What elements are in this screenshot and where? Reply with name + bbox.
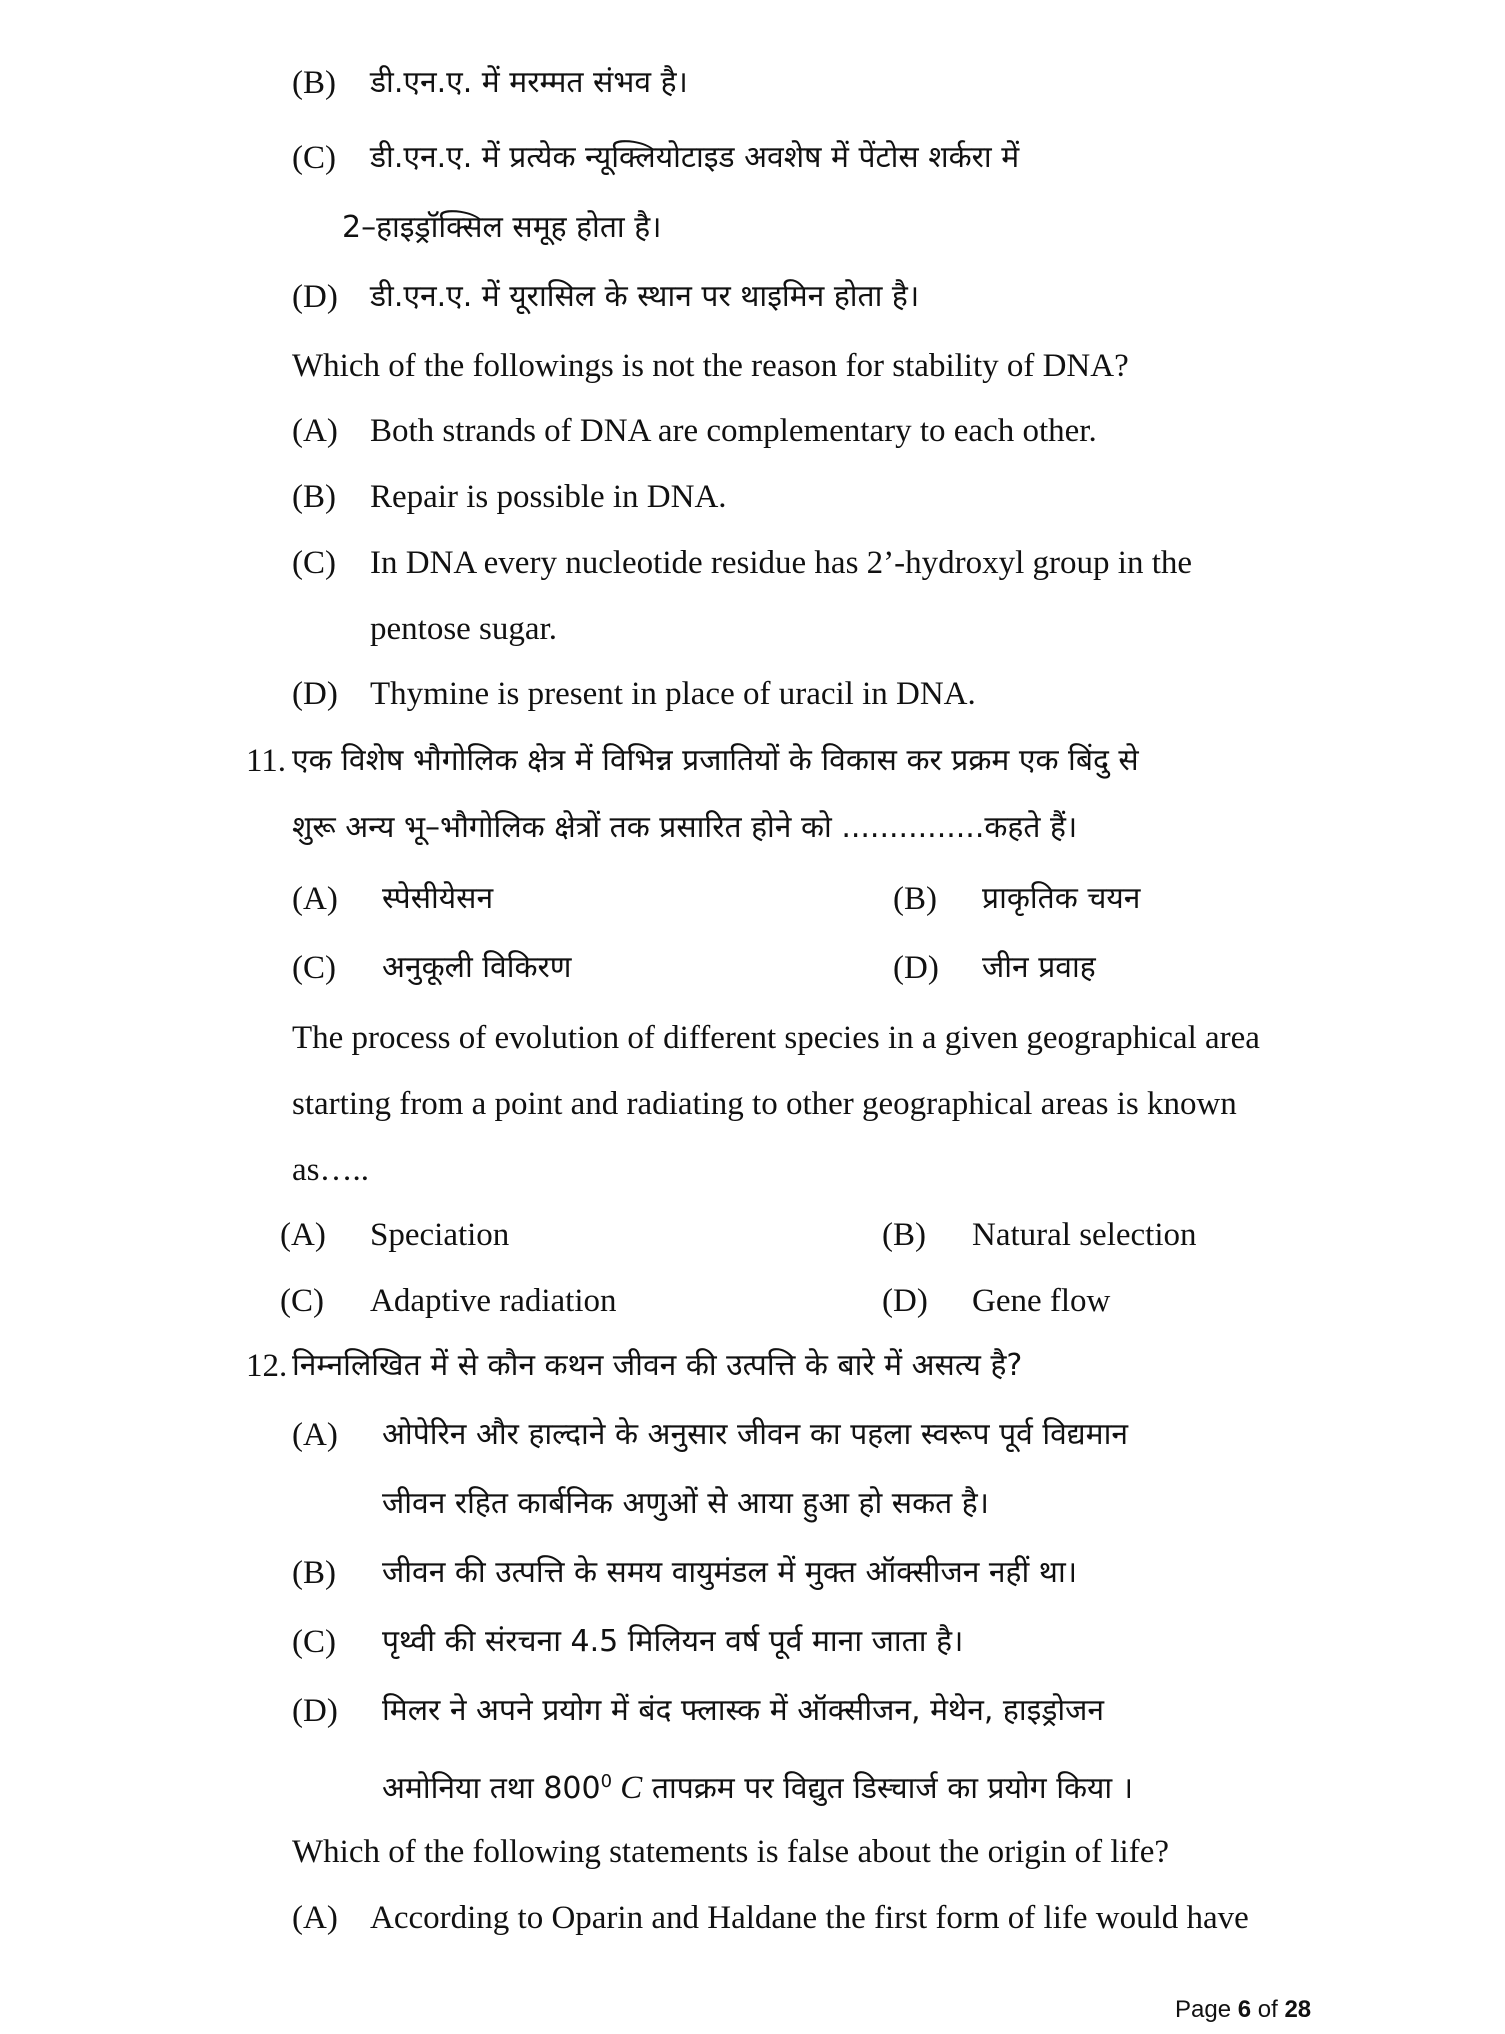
- option-label: (C): [292, 545, 336, 581]
- option-label: (D): [292, 676, 338, 712]
- option-text-continued: [382, 1762, 1133, 1809]
- question-text: एक विशेष भौगोलिक क्षेत्र में विभिन्न प्रजातियों के विकास कर प्रक्रम एक बिंदु से: [292, 743, 1139, 778]
- option-text: In DNA every nucleotide residue has 2’-hydroxyl group in the: [370, 545, 1193, 581]
- option-label: (C): [292, 1624, 336, 1660]
- option-text-continued: pentose sugar.: [370, 611, 557, 647]
- page-number: 6: [1237, 1996, 1252, 2023]
- option-text: पृथ्वी की संरचना 4.5 मिलियन वर्ष पूर्व माना जाता है।: [382, 1624, 964, 1659]
- page-footer: [1175, 1995, 1311, 2025]
- option-label: (A): [280, 1217, 326, 1253]
- question-text-continued: starting from a point and radiating to other geographical areas is known: [292, 1086, 1237, 1122]
- option-text: Gene flow: [972, 1283, 1111, 1319]
- question-text: Which of the followings is not the reason for stability of DNA?: [292, 348, 1129, 384]
- of-label: of: [1251, 1996, 1285, 2023]
- option-label: (D): [882, 1283, 928, 1319]
- option-text: Thymine is present in place of uracil in DNA.: [370, 676, 976, 712]
- option-label: (A): [292, 413, 338, 449]
- question-text-continued: as…..: [292, 1152, 369, 1188]
- option-text: मिलर ने अपने प्रयोग में बंद फ्लास्क में ऑक्सीजन, मेथेन, हाइड्रोजन: [382, 1693, 1105, 1728]
- option-text: Adaptive radiation: [370, 1283, 617, 1319]
- option-text: According to Oparin and Haldane the first form of life would have: [370, 1900, 1249, 1936]
- option-text: स्पेसीयेसन: [382, 881, 494, 916]
- option-label: (A): [292, 1900, 338, 1936]
- question-text: The process of evolution of different species in a given geographical area: [292, 1020, 1260, 1056]
- option-text: डी.एन.ए. में मरम्मत संभव है।: [370, 65, 688, 100]
- option-text-part: अमोनिया तथा 800: [382, 1771, 601, 1806]
- option-text: Repair is possible in DNA.: [370, 479, 727, 515]
- option-text: प्राकृतिक चयन: [982, 881, 1141, 916]
- option-label: (D): [292, 1693, 338, 1729]
- option-label: (B): [292, 65, 336, 101]
- option-text: Natural selection: [972, 1217, 1197, 1253]
- option-label: (D): [893, 950, 939, 986]
- option-label: (C): [292, 140, 336, 176]
- option-text: जीवन की उत्पत्ति के समय वायुमंडल में मुक्त ऑक्सीजन नहीं था।: [382, 1555, 1078, 1590]
- question-text: Which of the following statements is false about the origin of life?: [292, 1834, 1170, 1870]
- option-text-continued: जीवन रहित कार्बनिक अणुओं से आया हुआ हो सकत है।: [382, 1486, 990, 1521]
- option-label: (A): [292, 881, 338, 917]
- question-text-continued: शुरू अन्य भू–भौगोलिक क्षेत्रों तक प्रसारित होने को ...............कहते हैं।: [292, 810, 1078, 845]
- page-label: Page: [1175, 1996, 1238, 2023]
- option-text-continued: 2–हाइड्रॉक्सिल समूह होता है।: [342, 210, 662, 245]
- option-text: जीन प्रवाह: [982, 950, 1096, 985]
- option-label: (D): [292, 279, 338, 315]
- degree-superscript: 0: [600, 1771, 613, 1792]
- option-text: अनुकूली विकिरण: [382, 950, 572, 985]
- option-label: (C): [280, 1283, 324, 1319]
- option-text: ओपेरिन और हाल्दाने के अनुसार जीवन का पहला स्वरूप पूर्व विद्यमान: [382, 1417, 1129, 1452]
- option-label: (B): [292, 1555, 336, 1591]
- option-label: (B): [292, 479, 336, 515]
- question-number: 12.: [246, 1348, 288, 1384]
- question-number: 11.: [246, 743, 287, 779]
- option-label: (B): [882, 1217, 926, 1253]
- option-text-part: तापक्रम पर विद्युत डिस्चार्ज का प्रयोग किया ।: [642, 1771, 1134, 1806]
- celsius-unit: C: [612, 1770, 643, 1806]
- question-text: निम्नलिखित में से कौन कथन जीवन की उत्पत्ति के बारे में असत्य है?: [292, 1348, 1023, 1383]
- option-label: (C): [292, 950, 336, 986]
- option-text: डी.एन.ए. में यूरासिल के स्थान पर थाइमिन होता है।: [370, 279, 920, 314]
- page-total: 28: [1284, 1996, 1312, 2023]
- option-label: (B): [893, 881, 937, 917]
- option-text: डी.एन.ए. में प्रत्येक न्यूक्लियोटाइड अवशेष में पेंटोस शर्करा में: [370, 140, 1020, 175]
- option-label: (A): [292, 1417, 338, 1453]
- option-text: Speciation: [370, 1217, 510, 1253]
- option-text: Both strands of DNA are complementary to each other.: [370, 413, 1097, 449]
